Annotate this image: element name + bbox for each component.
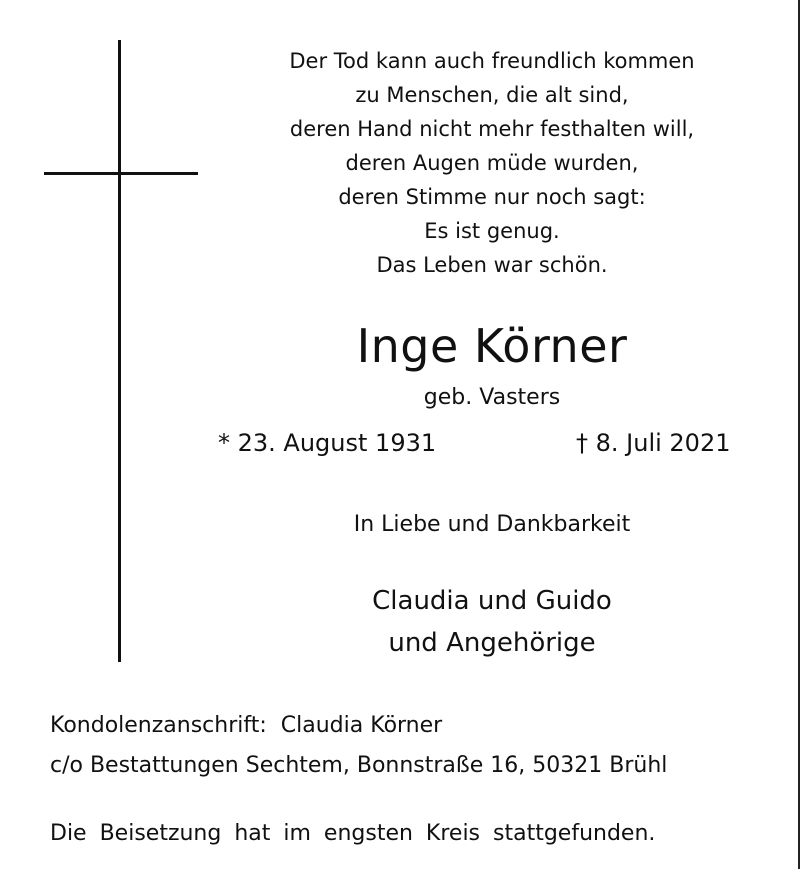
- funeral-note: Die Beisetzung hat im engsten Kreis stattgefunden.: [50, 821, 656, 846]
- cross-horizontal-bar: [44, 172, 198, 175]
- poem-line: zu Menschen, die alt sind,: [355, 83, 629, 107]
- poem-line: deren Augen müde wurden,: [345, 151, 639, 175]
- death-date: † 8. Juli 2021: [576, 429, 731, 457]
- condolence-street: c/o Bestattungen Sechtem, Bonnstraße 16, 50321 Brühl: [50, 753, 668, 778]
- poem-line: Der Tod kann auch freundlich kommen: [289, 49, 695, 73]
- poem-line: Es ist genug.: [424, 219, 560, 243]
- condolence-address: [50, 706, 667, 786]
- birth-name: geb. Vasters: [423, 385, 561, 410]
- poem-line: deren Stimme nur noch sagt:: [338, 185, 646, 209]
- birth-date: * 23. August 1931: [218, 429, 437, 457]
- family-signature: [232, 580, 752, 664]
- cross-vertical-bar: [118, 40, 121, 662]
- family-line: und Angehörige: [388, 628, 596, 658]
- family-line: Claudia und Guido: [372, 586, 612, 616]
- poem-line: deren Hand nicht mehr festhalten will,: [289, 117, 695, 141]
- poem: [232, 44, 752, 282]
- condolence-name: Claudia Körner: [280, 713, 443, 738]
- deceased-name: Inge Körner: [356, 319, 628, 373]
- poem-line: Das Leben war schön.: [376, 253, 608, 277]
- condolence-label: Kondolenzanschrift:: [50, 713, 267, 738]
- dedication: In Liebe und Dankbarkeit: [353, 512, 631, 537]
